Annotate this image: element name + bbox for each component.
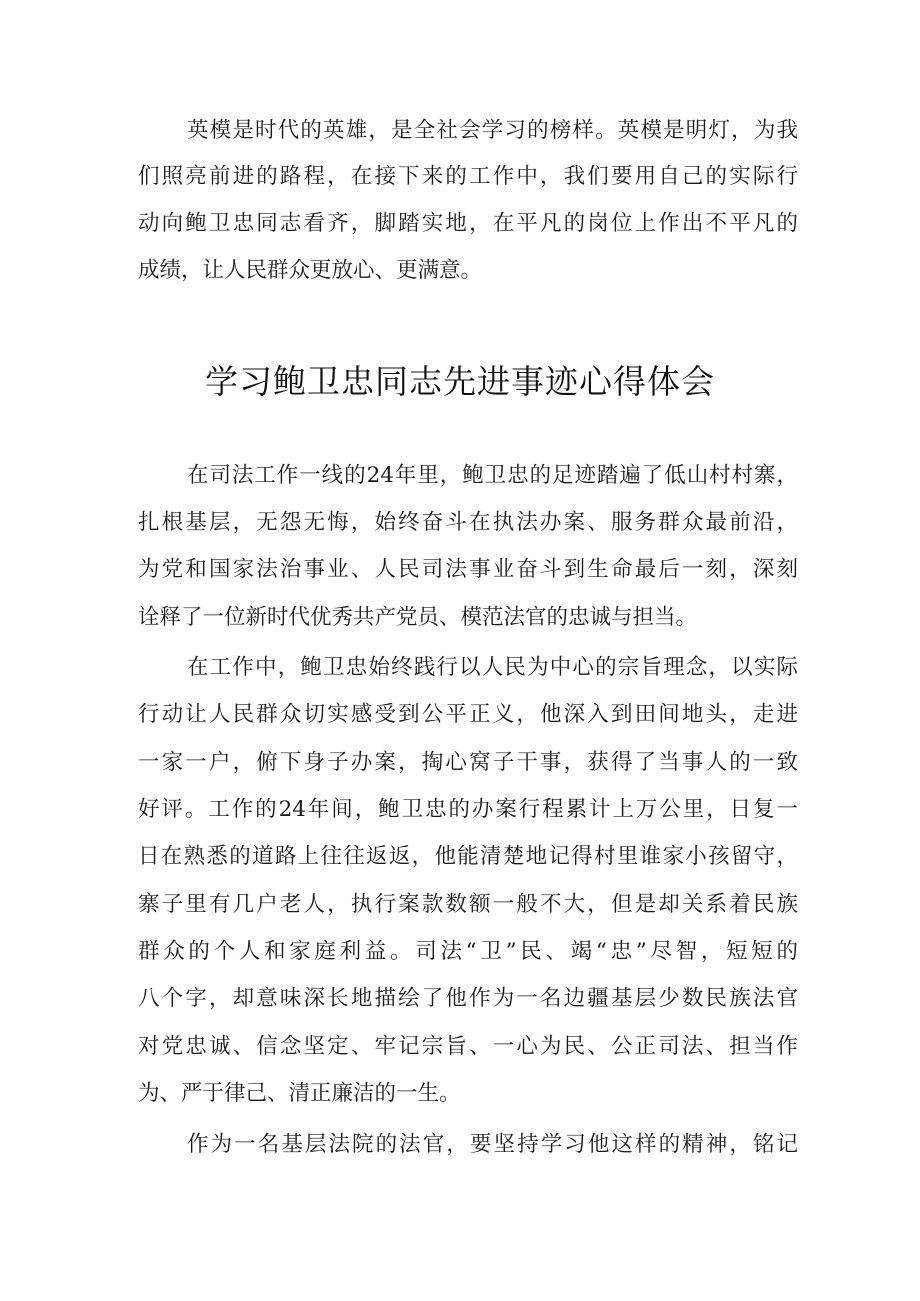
paragraph-line: 群众的个人和家庭利益。司法“卫”民、竭“忠”尽智，短短的 xyxy=(138,939,798,964)
paragraph-line: 在工作中，鲍卫忠始终践行以人民为中心的宗旨理念，以实际 xyxy=(187,655,798,680)
paragraph-line: 八个字，却意味深长地描绘了他作为一名边疆基层少数民族法官 xyxy=(138,986,798,1011)
paragraph-line: 为、严于律己、清正廉洁的一生。 xyxy=(138,1081,461,1106)
intro-line: 英模是时代的英雄，是全社会学习的榜样。英模是明灯，为我 xyxy=(187,118,798,143)
paragraph-line: 行动让人民群众切实感受到公平正义，他深入到田间地头，走进 xyxy=(138,702,798,727)
paragraph-line: 寨子里有几户老人，执行案款数额一般不大，但是却关系着民族 xyxy=(138,892,798,917)
article-title: 学习鲍卫忠同志先进事迹心得体会 xyxy=(205,362,715,401)
paragraph-line: 一家一户，俯下身子办案，掏心窝子干事，获得了当事人的一致 xyxy=(138,750,798,775)
intro-line: 们照亮前进的路程，在接下来的工作中，我们要用自己的实际行 xyxy=(138,164,798,189)
paragraph-line: 好评。工作的24年间，鲍卫忠的办案行程累计上万公里，日复一 xyxy=(138,797,798,822)
paragraph-line: 为党和国家法治事业、人民司法事业奋斗到生命最后一刻，深刻 xyxy=(138,557,798,582)
paragraph-line: 在司法工作一线的24年里，鲍卫忠的足迹踏遍了低山村村寨， xyxy=(187,463,798,488)
paragraph-line: 日在熟悉的道路上往往返返，他能清楚地记得村里谁家小孩留守， xyxy=(138,844,798,869)
paragraph-line: 诠释了一位新时代优秀共产党员、模范法官的忠诚与担当。 xyxy=(138,605,698,630)
paragraph-line: 扎根基层，无怨无悔，始终奋斗在执法办案、服务群众最前沿， xyxy=(138,510,798,535)
paragraph-line: 作为一名基层法院的法官，要坚持学习他这样的精神，铭记 xyxy=(187,1132,798,1157)
intro-line: 动向鲍卫忠同志看齐，脚踏实地，在平凡的岗位上作出不平凡的 xyxy=(138,211,798,236)
intro-line: 成绩，让人民群众更放心、更满意。 xyxy=(138,258,483,283)
paragraph-line: 对党忠诚、信念坚定、牢记宗旨、一心为民、公正司法、担当作 xyxy=(138,1034,798,1059)
